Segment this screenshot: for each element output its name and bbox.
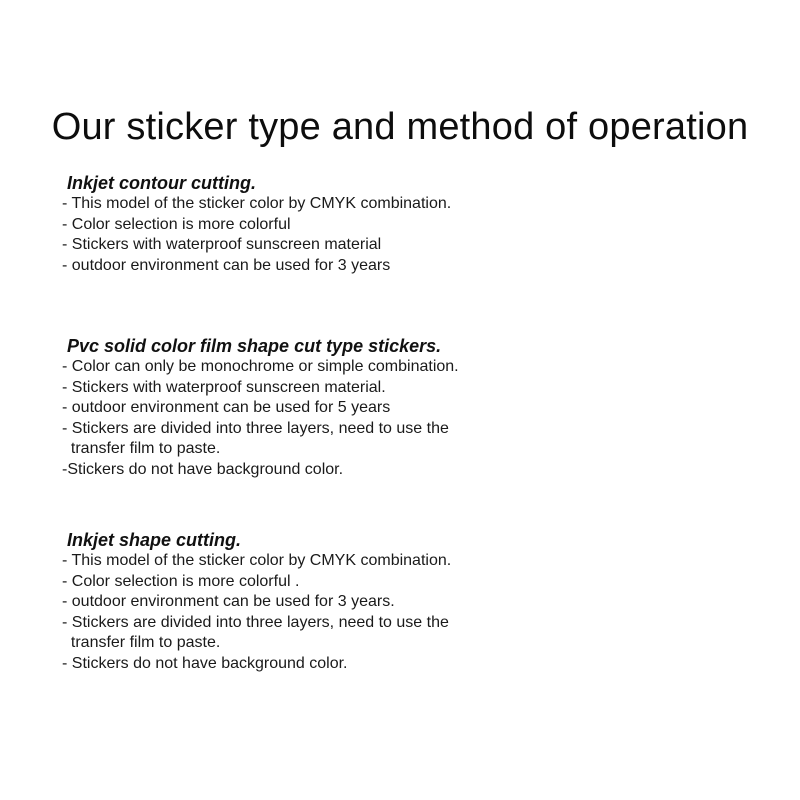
section-heading: Inkjet contour cutting. <box>67 173 256 193</box>
section-inkjet-shape-cutting <box>62 529 762 674</box>
list-item: - Color can only be monochrome or simple combination. <box>62 358 459 375</box>
list-item: - Color selection is more colorful . <box>62 572 300 590</box>
list-item: - Stickers with waterproof sunscreen material. <box>62 378 386 396</box>
feature-list <box>62 551 762 674</box>
list-item: - outdoor environment can be used for 5 years <box>62 399 391 416</box>
section-inkjet-contour-cutting <box>62 172 762 276</box>
section-pvc-solid-color-film <box>62 335 762 480</box>
list-item: - This model of the sticker color by CMYK combination. <box>62 195 452 212</box>
feature-list <box>62 194 762 276</box>
list-item: - Color selection is more colorful <box>62 215 291 233</box>
list-item: transfer film to paste. <box>62 440 221 457</box>
list-item: transfer film to paste. <box>62 634 221 651</box>
list-item: - Stickers with waterproof sunscreen material <box>62 236 382 253</box>
section-heading: Pvc solid color film shape cut type stickers. <box>67 336 442 356</box>
section-heading: Inkjet shape cutting. <box>67 530 242 550</box>
list-item: - outdoor environment can be used for 3 years <box>62 256 391 274</box>
list-item: - Stickers are divided into three layers, need to use the <box>62 613 449 631</box>
list-item: -Stickers do not have background color. <box>62 460 344 478</box>
page-title: Our sticker type and method of operation <box>51 106 749 148</box>
list-item: - This model of the sticker color by CMYK combination. <box>62 552 452 569</box>
feature-list <box>62 357 762 480</box>
list-item: - Stickers are divided into three layers, need to use the <box>62 419 449 437</box>
list-item: - outdoor environment can be used for 3 years. <box>62 593 395 610</box>
list-item: - Stickers do not have background color. <box>62 654 348 672</box>
